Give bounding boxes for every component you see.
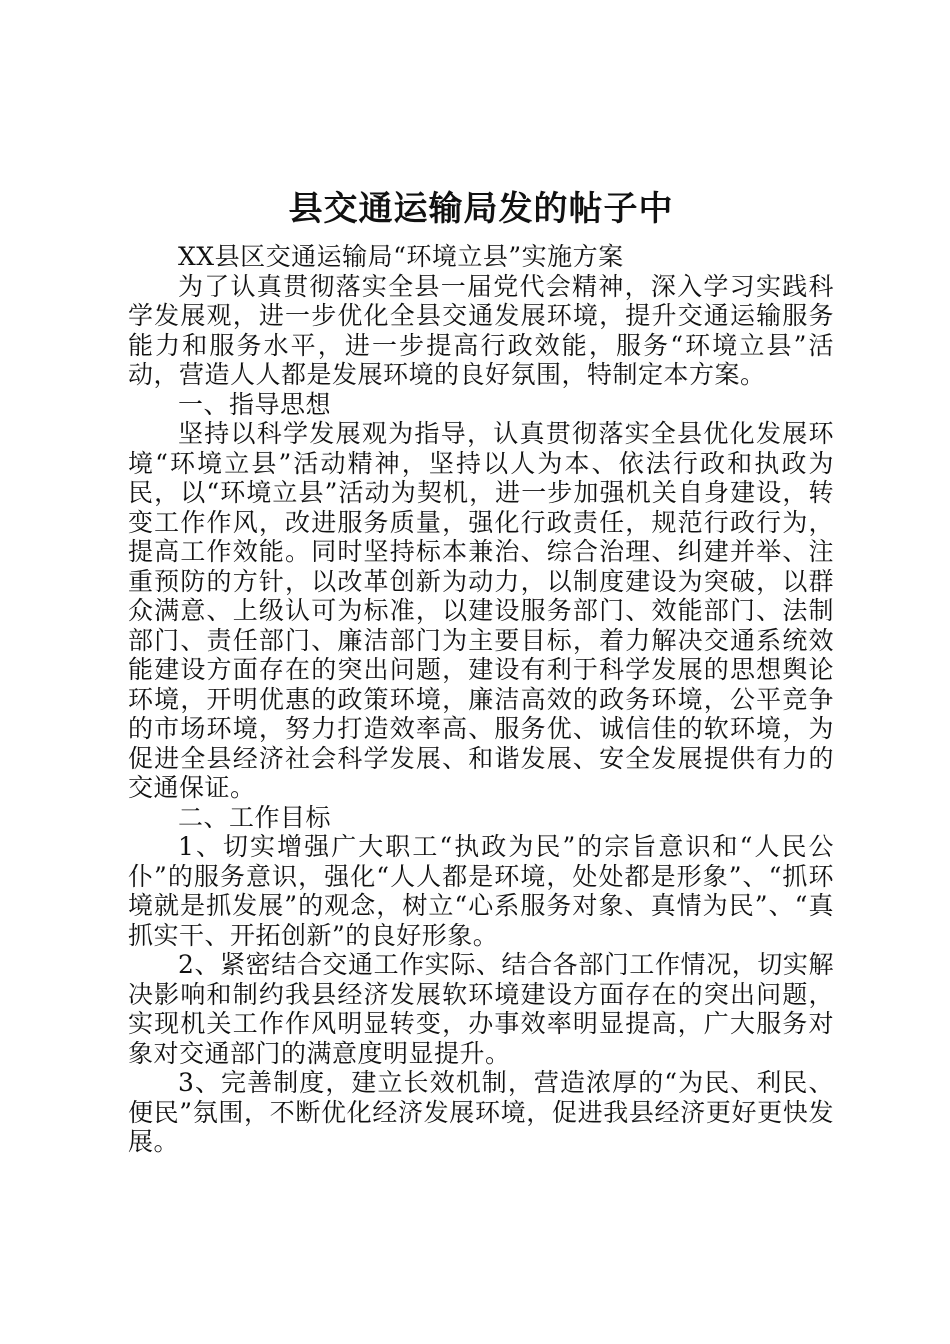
section-heading-work-goals: 二、工作目标	[178, 802, 332, 832]
document-subtitle: XX县区交通运输局“环境立县”实施方案	[178, 242, 624, 271]
work-goal-3: 3、完善制度，建立长效机制，营造浓厚的“为民、利民、便民”氛围，不断优化经济发展环境，促进我县经济更好更快发展。	[128, 1068, 834, 1156]
guiding-ideology-paragraph: 坚持以科学发展观为指导，认真贯彻落实全县优化发展环境“环境立县”活动精神，坚持以人为本、依法行政和执政为民，以“环境立县”活动为契机，进一步加强机关自身建设，转变工作作风，改进服务质量，强化行政责任，规范行政行为，提高工作效能。同时坚持标本兼治、综合治理、纠建并举、注重预防的方针，以改革创新为动力，以制度建设为突破，以群众满意、上级认可为标准，以建设服务部门、效能部门、法制部门、责任部门、廉洁部门为主要目标，着力解决交通系统效能建设方面存在的突出问题，建设有利于科学发展的思想舆论环境，开明优惠的政策环境，廉洁高效的政务环境，公平竞争的市场环境，努力打造效率高、服务优、诚信佳的软环境，为促进全县经济社会科学发展、和谐发展、安全发展提供有力的交通保证。	[128, 419, 834, 802]
document-title: 县交通运输局发的帖子中	[288, 189, 674, 229]
document-page	[128, 186, 834, 1157]
work-goal-2: 2、紧密结合交通工作实际、结合各部门工作情况，切实解决影响和制约我县经济发展软环境建设方面存在的突出问题，实现机关工作作风明显转变，办事效率明显提高，广大服务对象对交通部门的满意度明显提升。	[128, 950, 834, 1068]
intro-paragraph: 为了认真贯彻落实全县一届党代会精神，深入学习实践科学发展观，进一步优化全县交通发展环境，提升交通运输服务能力和服务水平，进一步提高行政效能，服务“环境立县”活动，营造人人都是发展环境的良好氛围，特制定本方案。	[128, 271, 834, 389]
work-goal-1: 1、切实增强广大职工“执政为民”的宗旨意识和“人民公仆”的服务意识，强化“人人都是环境，处处都是形象”、“抓环境就是抓发展”的观念，树立“心系服务对象、真情为民”、“真抓实干、开拓创新”的良好形象。	[128, 832, 834, 950]
section-heading-guiding-ideology: 一、指导思想	[178, 389, 332, 419]
